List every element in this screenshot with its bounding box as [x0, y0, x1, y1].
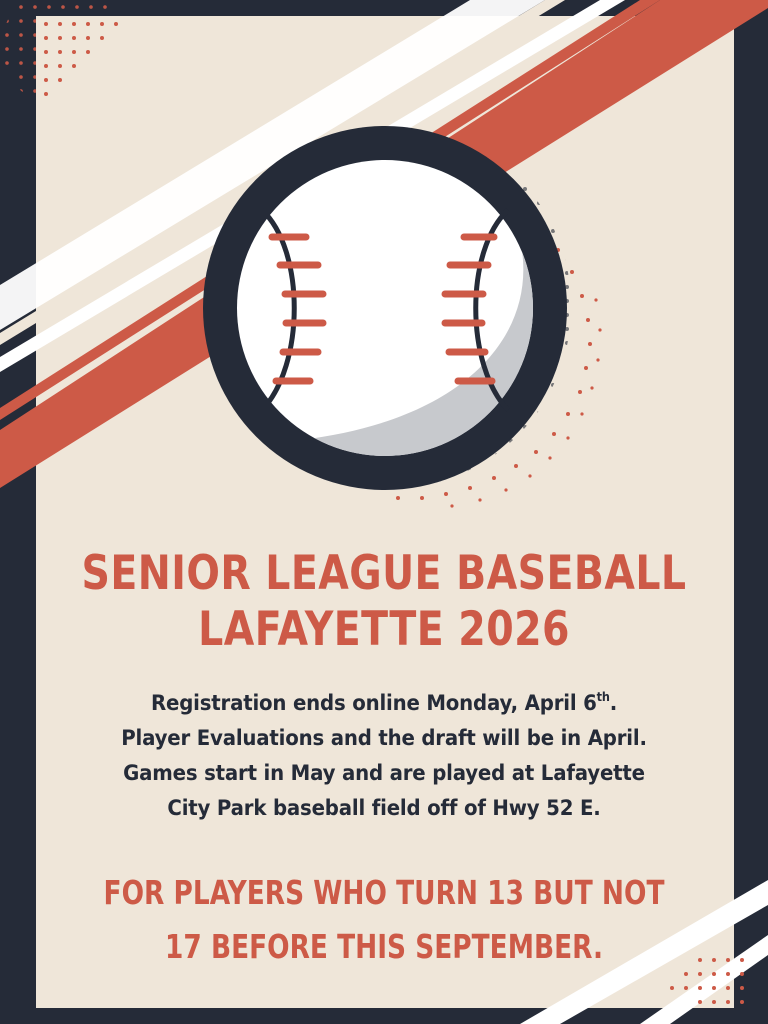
headline-line-1: SENIOR LEAGUE BASEBALL — [81, 546, 687, 601]
registration-period: . — [609, 691, 618, 715]
games-line: Games start in May and are played at Lafayette — [123, 761, 645, 785]
headline — [61, 546, 706, 658]
event-details — [23, 686, 745, 826]
eligibility-line-2: 17 BEFORE THIS SEPTEMBER. — [165, 927, 603, 966]
location-line: City Park baseball field off of Hwy 52 E. — [167, 796, 601, 820]
evaluations-line: Player Evaluations and the draft will be in April. — [121, 726, 647, 750]
eligibility-note — [77, 866, 691, 974]
headline-line-2: LAFAYETTE 2026 — [198, 602, 570, 657]
registration-text: Registration ends online Monday, April 6 — [150, 691, 597, 715]
registration-line — [23, 686, 745, 721]
eligibility-line-1: FOR PLAYERS WHO TURN 13 BUT NOT — [103, 873, 665, 912]
ordinal-suffix: th — [596, 690, 610, 704]
